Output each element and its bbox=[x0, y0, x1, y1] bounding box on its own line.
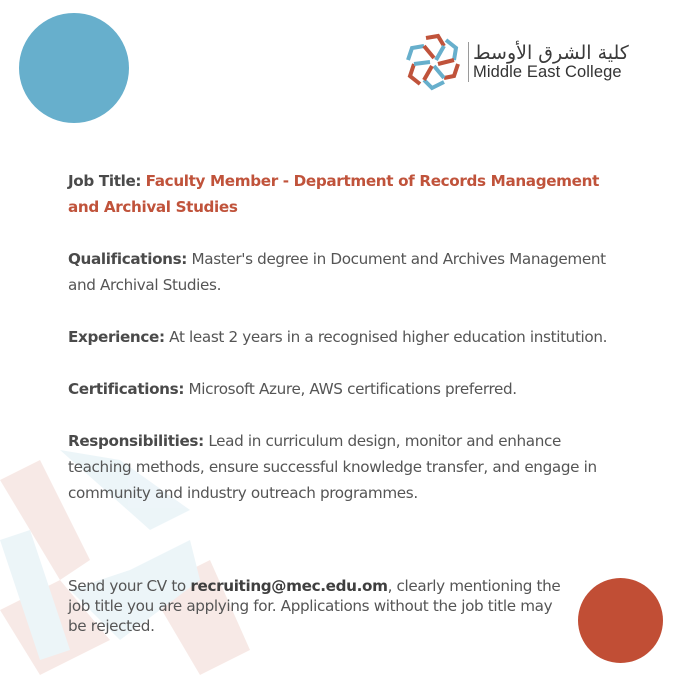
experience-section bbox=[68, 324, 628, 350]
responsibilities-section bbox=[68, 428, 628, 506]
qualifications-text: Master's degree in Document and Archives Management and Archival Studies. bbox=[68, 250, 606, 294]
job-title-label: Job Title: bbox=[68, 172, 142, 190]
job-title-value: Faculty Member - Department of Records Management and Archival Studies bbox=[68, 172, 599, 216]
college-logo bbox=[404, 32, 629, 92]
job-title-line bbox=[68, 168, 628, 220]
responsibilities-label: Responsibilities: bbox=[68, 432, 204, 450]
recruiting-email-link[interactable]: recruiting@mec.edu.om bbox=[190, 577, 388, 595]
qualifications-label: Qualifications: bbox=[68, 250, 188, 268]
certifications-label: Certifications: bbox=[68, 380, 185, 398]
decorative-red-circle bbox=[578, 578, 663, 663]
experience-label: Experience: bbox=[68, 328, 165, 346]
footer-prefix: Send your CV to bbox=[68, 577, 191, 595]
application-instructions bbox=[68, 576, 568, 636]
logo-divider bbox=[468, 42, 469, 82]
certifications-text: Microsoft Azure, AWS certifications preferred. bbox=[188, 380, 517, 398]
logo-english-name: Middle East College bbox=[473, 63, 622, 81]
logo-arabic-name: كلية الشرق الأوسط bbox=[473, 42, 629, 64]
footer-suffix: , clearly mentioning the job title you are applying for. Applications without the job title may be rejected. bbox=[68, 577, 561, 635]
qualifications-section bbox=[68, 246, 628, 298]
responsibilities-text: Lead in curriculum design, monitor and enhance teaching methods, ensure successful knowledge transfer, and engage in community and industry outreach programmes. bbox=[68, 432, 597, 502]
decorative-blue-circle bbox=[19, 13, 129, 123]
experience-text: At least 2 years in a recognised higher education institution. bbox=[169, 328, 608, 346]
job-details bbox=[68, 168, 628, 532]
college-star-emblem-icon bbox=[404, 32, 464, 92]
certifications-section bbox=[68, 376, 628, 402]
